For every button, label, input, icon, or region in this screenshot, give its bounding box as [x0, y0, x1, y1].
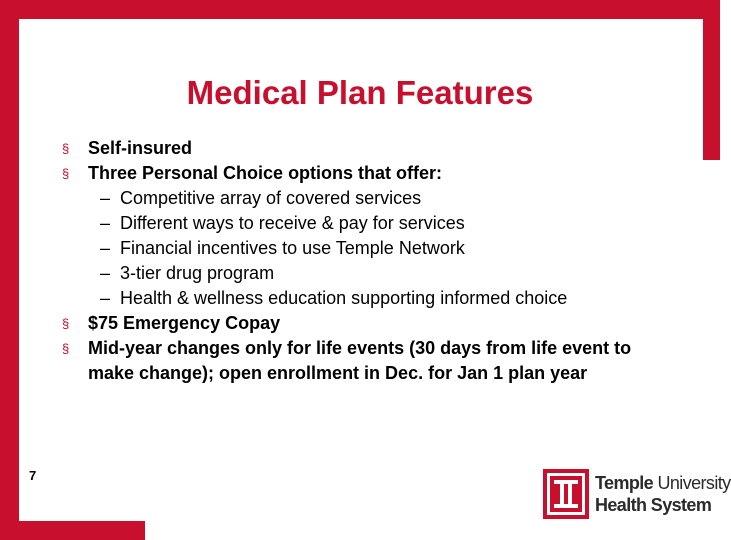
sub-bullet-text: 3-tier drug program [120, 263, 275, 283]
dash-marker-icon: – [100, 213, 111, 233]
temple-health-logo [543, 468, 731, 520]
bullet-text: $75 Emergency Copay [88, 313, 281, 333]
sub-bullet-text: Different ways to receive & pay for services [120, 213, 465, 233]
logo-line-1 [595, 472, 731, 494]
bullet-marker-icon: § [62, 166, 70, 181]
bullet-text: Mid-year changes only for life events (30 days from life event to make change); open enrollment in Dec. for Jan 1 plan year [88, 338, 632, 383]
logo-line-2: Health System [595, 495, 712, 515]
bullet-text: Self-insured [88, 138, 193, 158]
sub-bullet-text: Financial incentives to use Temple Network [120, 238, 465, 258]
accent-bar-bottom-left [0, 521, 145, 540]
page-number: 7 [29, 468, 37, 483]
bottom-cover [145, 521, 720, 540]
bullet-marker-icon: § [62, 141, 70, 156]
bullet-marker-icon: § [62, 341, 70, 356]
bullet-item [60, 161, 660, 186]
sub-bullet-item [60, 186, 660, 211]
bullet-marker-icon: § [62, 316, 70, 331]
bullet-list [60, 136, 660, 386]
bullet-text: Three Personal Choice options that offer: [88, 163, 443, 183]
sub-bullet-item [60, 211, 660, 236]
logo-text [595, 472, 731, 516]
sub-bullet-item [60, 261, 660, 286]
bullet-item [60, 311, 660, 336]
bullet-item [60, 336, 660, 386]
dash-marker-icon: – [100, 263, 111, 283]
dash-marker-icon: – [100, 238, 111, 258]
dash-marker-icon: – [100, 288, 111, 308]
sub-bullet-item [60, 286, 660, 311]
temple-t-logo-icon [543, 469, 589, 519]
sub-bullet-item [60, 236, 660, 261]
sub-bullet-text: Competitive array of covered services [120, 188, 422, 208]
dash-marker-icon: – [100, 188, 111, 208]
slide-title: Medical Plan Features [186, 74, 534, 111]
logo-word-university: University [657, 473, 731, 493]
logo-word-temple: Temple [595, 473, 654, 493]
bullet-item [60, 136, 660, 161]
sub-bullet-text: Health & wellness education supporting informed choice [120, 288, 568, 308]
